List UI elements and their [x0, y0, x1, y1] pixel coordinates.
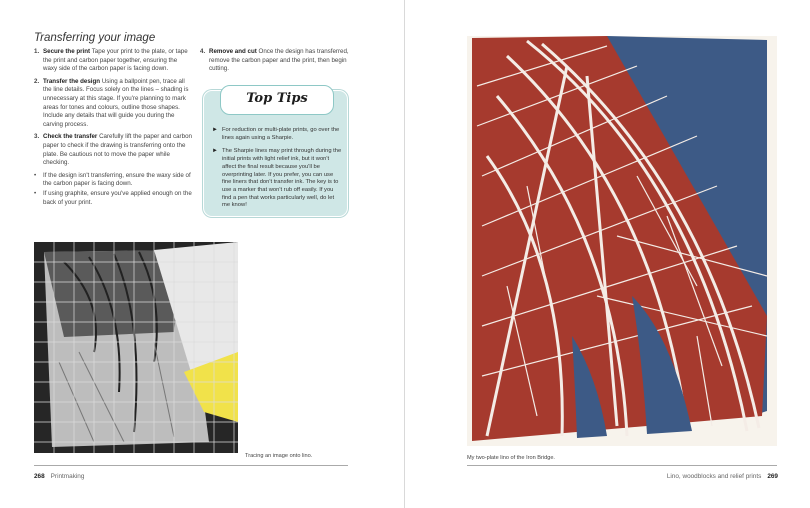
top-tips-list [212, 127, 342, 216]
tip-item: ► The Sharpie lines may print through during the initial prints with light relief ink, but it won't affect the final result because you'll be overprinting later. If you prefer, you can use fine liners that don't transfer ink. The key is to use a marker that won't rub off easily. If you find a pen that works particularly well, do let me know! [212, 148, 342, 209]
left-page [0, 0, 404, 508]
tracing-photo-image [34, 242, 238, 453]
bullet-item: • If the design isn't transferring, ensure the waxy side of the carbon paper is facing down. [34, 171, 191, 188]
tip-item: ► For reduction or multi-plate prints, go over the lines again using a Sharpie. [212, 127, 340, 141]
section-title: Transferring your image [34, 32, 156, 44]
running-footer: Printmaking [50, 473, 85, 480]
page-number: 269 [767, 473, 778, 480]
step-1: 1. Secure the print Tape your print to the plate, or tape the print and carbon paper together, ensuring the waxy side of the carbon paper is facing down. [34, 48, 188, 73]
photo-caption: Tracing an image onto lino. [245, 453, 313, 459]
art-caption: My two-plate lino of the Iron Bridge. [467, 455, 555, 461]
step-4: 4. Remove and cut Once the design has transferred, remove the carbon paper and the print, then begin cutting. [200, 48, 349, 73]
step-text: Once the design has transferred, remove the carbon paper and the print, then begin cutting. [209, 48, 349, 73]
running-footer: Lino, woodblocks and relief prints [666, 473, 762, 480]
step-3: 3. Check the transfer Carefully lift the paper and carbon paper to check if the drawing is transferring onto the plate. Be cautious not to move the paper while checking. [34, 133, 192, 167]
arrow-right-icon: ► [212, 148, 218, 155]
steps-column-2 [200, 48, 360, 78]
step-heading: Check the transfer [43, 133, 98, 141]
folio-left [34, 473, 84, 480]
step-text: Tape your print to the plate, or tape the print and carbon paper together, ensuring the waxy side of the carbon paper is facing down. [43, 48, 188, 73]
steps-column-1 [34, 48, 192, 208]
tracing-photo [34, 242, 238, 453]
top-tips-title: Top Tips [246, 91, 308, 106]
folio-right [667, 473, 778, 480]
iron-bridge-lino-print [467, 36, 777, 446]
step-text: Carefully lift the paper and carbon paper to check if the drawing is transferring onto the plate. Be cautious not to move the paper while checking. [43, 133, 192, 167]
step-heading: Remove and cut [209, 48, 257, 55]
footer-rule [467, 465, 777, 466]
step-heading: Secure the print [43, 48, 91, 55]
step-2: 2. Transfer the design Using a ballpoint pen, trace all the line details. Focus solely on the lines – shading is unnecessary at this stage. If you're planning to mark areas for tones and colours, outline those shapes. Include any details that will guide you during the carving process. [34, 77, 189, 128]
footer-rule [34, 465, 348, 466]
page-number: 268 [34, 473, 45, 480]
bullet-item: • If using graphite, ensure you've applied enough on the back of your print. [34, 189, 192, 206]
step-text: Using a ballpoint pen, trace all the line details. Focus solely on the lines – shading is unnecessary at this stage. If you're planning to mark areas for tones and colours, outline those shapes. Include any details that will guide you during the carving process. [43, 77, 189, 128]
step-heading: Transfer the design [43, 77, 101, 85]
arrow-right-icon: ► [212, 127, 218, 133]
